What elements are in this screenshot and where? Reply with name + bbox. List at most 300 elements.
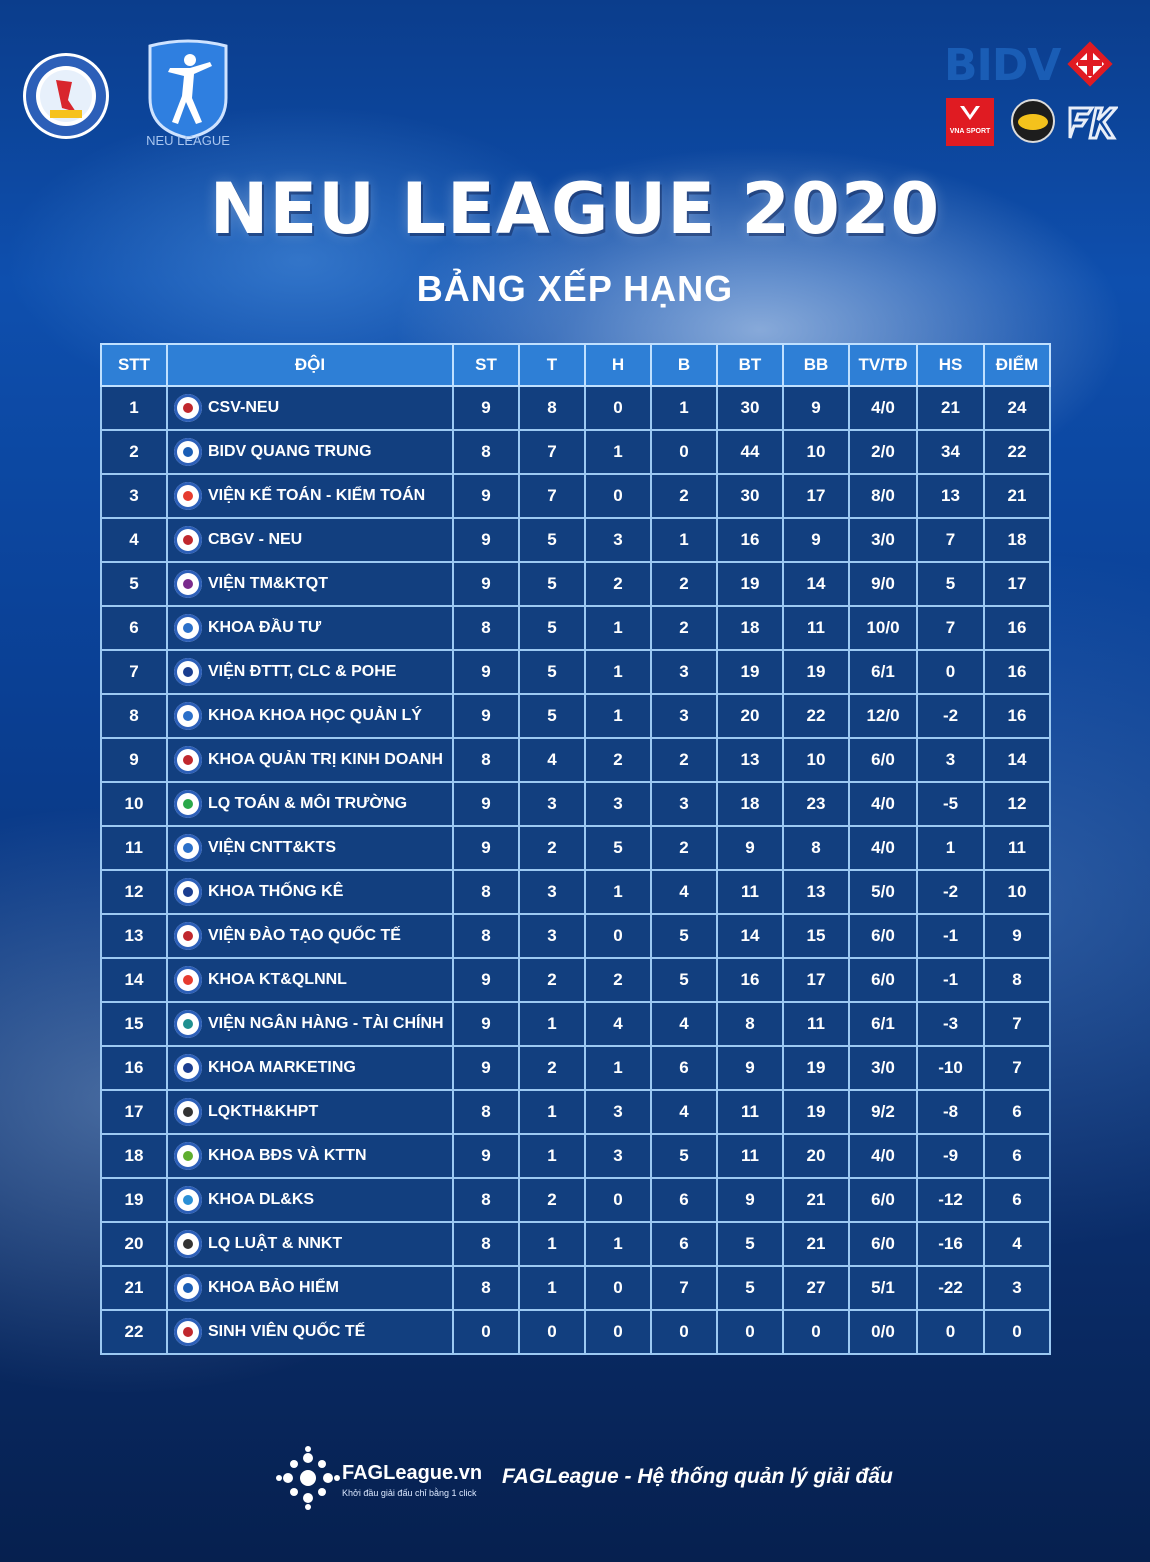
cell-t: 3 <box>519 914 585 958</box>
column-header: B <box>651 344 717 386</box>
team-name: LQ LUẬT & NNKT <box>208 1235 343 1252</box>
team-badge-icon <box>174 1274 202 1302</box>
cell-hs: 0 <box>917 650 984 694</box>
team-name: SINH VIÊN QUỐC TẾ <box>208 1323 366 1340</box>
table-row <box>101 782 1050 826</box>
cell-st: 8 <box>453 606 519 650</box>
cell-diem: 4 <box>984 1222 1050 1266</box>
vna-sport-logo <box>946 98 994 146</box>
cell-st: 8 <box>453 1222 519 1266</box>
table-row <box>101 826 1050 870</box>
cell-bb: 20 <box>783 1134 849 1178</box>
cell-stt: 15 <box>101 1002 167 1046</box>
cell-diem: 10 <box>984 870 1050 914</box>
team-name: VIỆN NGÂN HÀNG - TÀI CHÍNH <box>208 1015 444 1032</box>
cell-bb: 21 <box>783 1222 849 1266</box>
cell-b: 2 <box>651 606 717 650</box>
table-row <box>101 914 1050 958</box>
cell-bt: 16 <box>717 958 783 1002</box>
cell-tvtd: 6/0 <box>849 1222 917 1266</box>
cell-st: 9 <box>453 1046 519 1090</box>
cell-diem: 14 <box>984 738 1050 782</box>
cell-h: 0 <box>585 1310 651 1354</box>
cell-h: 1 <box>585 1046 651 1090</box>
cell-hs: 1 <box>917 826 984 870</box>
cell-hs: -1 <box>917 914 984 958</box>
cell-h: 2 <box>585 562 651 606</box>
cell-bt: 5 <box>717 1266 783 1310</box>
cell-t: 5 <box>519 606 585 650</box>
cell-bb: 19 <box>783 1046 849 1090</box>
bidv-emblem-icon <box>1062 36 1118 92</box>
team-name: BIDV QUANG TRUNG <box>208 443 372 460</box>
cell-diem: 7 <box>984 1046 1050 1090</box>
cell-b: 3 <box>651 782 717 826</box>
cell-stt: 10 <box>101 782 167 826</box>
cell-bt: 11 <box>717 1090 783 1134</box>
column-header: ĐIỂM <box>984 344 1050 386</box>
neu-league-label: NEU LEAGUE <box>146 133 230 148</box>
team-name: LQ TOÁN & MÔI TRƯỜNG <box>208 795 408 812</box>
cell-st: 8 <box>453 430 519 474</box>
cell-st: 0 <box>453 1310 519 1354</box>
cell-b: 0 <box>651 430 717 474</box>
cell-tvtd: 12/0 <box>849 694 917 738</box>
cell-tvtd: 3/0 <box>849 518 917 562</box>
team-name: VIỆN KẾ TOÁN - KIỂM TOÁN <box>208 487 426 504</box>
page-title: NEU LEAGUE 2020 <box>209 168 941 250</box>
cell-tvtd: 6/0 <box>849 958 917 1002</box>
cell-b: 7 <box>651 1266 717 1310</box>
cell-h: 2 <box>585 738 651 782</box>
team-badge-icon <box>174 614 202 642</box>
team-badge-icon <box>174 482 202 510</box>
column-header: BT <box>717 344 783 386</box>
cell-hs: -10 <box>917 1046 984 1090</box>
cell-tvtd: 9/0 <box>849 562 917 606</box>
team-badge-icon <box>174 878 202 906</box>
cell-diem: 21 <box>984 474 1050 518</box>
cell-b: 4 <box>651 870 717 914</box>
cell-t: 3 <box>519 870 585 914</box>
cell-bt: 13 <box>717 738 783 782</box>
cell-t: 1 <box>519 1002 585 1046</box>
team-name: VIỆN ĐÀO TẠO QUỐC TẾ <box>208 927 401 944</box>
cell-b: 5 <box>651 914 717 958</box>
cell-h: 3 <box>585 518 651 562</box>
cell-t: 8 <box>519 386 585 430</box>
team-cell <box>167 518 453 562</box>
cell-stt: 8 <box>101 694 167 738</box>
cell-diem: 3 <box>984 1266 1050 1310</box>
team-badge-icon <box>174 1142 202 1170</box>
cell-bt: 0 <box>717 1310 783 1354</box>
team-name: CBGV - NEU <box>208 531 303 548</box>
cell-bb: 19 <box>783 650 849 694</box>
table-row <box>101 1090 1050 1134</box>
fagleague-logo <box>276 1446 340 1510</box>
team-badge-icon <box>174 438 202 466</box>
cell-t: 4 <box>519 738 585 782</box>
cell-b: 6 <box>651 1178 717 1222</box>
cell-bb: 10 <box>783 738 849 782</box>
cell-t: 1 <box>519 1266 585 1310</box>
team-name: CSV-NEU <box>208 399 280 416</box>
cell-bb: 27 <box>783 1266 849 1310</box>
cell-bt: 18 <box>717 782 783 826</box>
cell-b: 2 <box>651 826 717 870</box>
cell-st: 9 <box>453 826 519 870</box>
cell-stt: 20 <box>101 1222 167 1266</box>
cell-h: 1 <box>585 606 651 650</box>
cell-diem: 12 <box>984 782 1050 826</box>
cell-hs: -1 <box>917 958 984 1002</box>
team-badge-icon <box>174 702 202 730</box>
cell-t: 2 <box>519 1046 585 1090</box>
cell-bt: 11 <box>717 1134 783 1178</box>
team-badge-icon <box>174 658 202 686</box>
team-cell <box>167 1310 453 1354</box>
cell-diem: 18 <box>984 518 1050 562</box>
cell-stt: 6 <box>101 606 167 650</box>
team-cell <box>167 1090 453 1134</box>
team-name: VIỆN ĐTTT, CLC & POHE <box>208 663 397 680</box>
cell-t: 5 <box>519 650 585 694</box>
table-row <box>101 1178 1050 1222</box>
team-cell <box>167 1046 453 1090</box>
cell-hs: 21 <box>917 386 984 430</box>
column-header: HS <box>917 344 984 386</box>
cell-t: 2 <box>519 958 585 1002</box>
cell-t: 0 <box>519 1310 585 1354</box>
cell-b: 2 <box>651 738 717 782</box>
cell-h: 3 <box>585 1090 651 1134</box>
team-cell <box>167 694 453 738</box>
team-name: KHOA MARKETING <box>208 1059 356 1076</box>
team-badge-icon <box>174 570 202 598</box>
cell-h: 0 <box>585 386 651 430</box>
cell-tvtd: 0/0 <box>849 1310 917 1354</box>
team-cell <box>167 782 453 826</box>
cell-diem: 16 <box>984 694 1050 738</box>
cell-h: 2 <box>585 958 651 1002</box>
cell-tvtd: 4/0 <box>849 826 917 870</box>
cell-bb: 11 <box>783 606 849 650</box>
cell-hs: -16 <box>917 1222 984 1266</box>
cell-hs: 7 <box>917 518 984 562</box>
cell-tvtd: 4/0 <box>849 386 917 430</box>
cell-b: 4 <box>651 1090 717 1134</box>
vna-sport-label: VNA SPORT <box>949 128 991 135</box>
cell-tvtd: 6/0 <box>849 738 917 782</box>
cell-bb: 9 <box>783 386 849 430</box>
cell-bt: 20 <box>717 694 783 738</box>
cell-stt: 5 <box>101 562 167 606</box>
cell-diem: 7 <box>984 1002 1050 1046</box>
column-header: ĐỘI <box>167 344 453 386</box>
cell-h: 1 <box>585 430 651 474</box>
cell-bt: 11 <box>717 870 783 914</box>
cell-bb: 10 <box>783 430 849 474</box>
cell-stt: 9 <box>101 738 167 782</box>
team-cell <box>167 430 453 474</box>
cell-stt: 2 <box>101 430 167 474</box>
table-row <box>101 1310 1050 1354</box>
team-badge-icon <box>174 790 202 818</box>
cell-b: 5 <box>651 958 717 1002</box>
cell-h: 3 <box>585 1134 651 1178</box>
cell-bb: 17 <box>783 958 849 1002</box>
cell-hs: 13 <box>917 474 984 518</box>
table-row <box>101 1002 1050 1046</box>
table-row <box>101 738 1050 782</box>
team-name: KHOA ĐẦU TƯ <box>208 619 322 636</box>
cell-hs: -12 <box>917 1178 984 1222</box>
team-cell <box>167 826 453 870</box>
cell-bb: 15 <box>783 914 849 958</box>
cell-bt: 19 <box>717 562 783 606</box>
team-name: KHOA KHOA HỌC QUẢN LÝ <box>208 707 422 724</box>
cell-tvtd: 10/0 <box>849 606 917 650</box>
team-name: KHOA DL&KS <box>208 1191 315 1208</box>
team-badge-icon <box>174 1010 202 1038</box>
table-row <box>101 1266 1050 1310</box>
team-cell <box>167 1266 453 1310</box>
table-row <box>101 1046 1050 1090</box>
cell-bt: 30 <box>717 474 783 518</box>
column-header: ST <box>453 344 519 386</box>
cell-b: 3 <box>651 650 717 694</box>
cell-hs: -2 <box>917 694 984 738</box>
cell-bt: 9 <box>717 1046 783 1090</box>
cell-bb: 0 <box>783 1310 849 1354</box>
cell-bt: 44 <box>717 430 783 474</box>
cell-bb: 17 <box>783 474 849 518</box>
cell-diem: 24 <box>984 386 1050 430</box>
column-header: STT <box>101 344 167 386</box>
page-subtitle: BẢNG XẾP HẠNG <box>416 268 734 309</box>
team-cell <box>167 562 453 606</box>
cell-hs: -8 <box>917 1090 984 1134</box>
cell-st: 9 <box>453 782 519 826</box>
column-header: T <box>519 344 585 386</box>
cell-hs: 3 <box>917 738 984 782</box>
cell-t: 2 <box>519 826 585 870</box>
cell-st: 9 <box>453 650 519 694</box>
cell-diem: 11 <box>984 826 1050 870</box>
cell-t: 7 <box>519 474 585 518</box>
team-cell <box>167 870 453 914</box>
cell-stt: 14 <box>101 958 167 1002</box>
neu-seal-logo <box>22 52 110 140</box>
cell-diem: 6 <box>984 1134 1050 1178</box>
cell-hs: -2 <box>917 870 984 914</box>
team-name: KHOA QUẢN TRỊ KINH DOANH <box>208 751 443 768</box>
cell-tvtd: 6/0 <box>849 914 917 958</box>
bidv-logo: BIDV <box>944 40 1061 91</box>
team-badge-icon <box>174 966 202 994</box>
cell-tvtd: 3/0 <box>849 1046 917 1090</box>
team-cell <box>167 958 453 1002</box>
cell-tvtd: 6/0 <box>849 1178 917 1222</box>
cell-st: 9 <box>453 958 519 1002</box>
cell-t: 5 <box>519 518 585 562</box>
cell-hs: 0 <box>917 1310 984 1354</box>
footer-text: FAGLeague - Hệ thống quản lý giải đấu <box>502 1465 893 1488</box>
cell-tvtd: 6/1 <box>849 650 917 694</box>
cell-hs: 7 <box>917 606 984 650</box>
team-badge-icon <box>174 526 202 554</box>
cell-tvtd: 9/2 <box>849 1090 917 1134</box>
table-row <box>101 474 1050 518</box>
team-badge-icon <box>174 834 202 862</box>
cell-b: 6 <box>651 1046 717 1090</box>
team-name: KHOA THỐNG KÊ <box>208 883 344 900</box>
team-name: VIỆN TM&KTQT <box>208 575 328 592</box>
table-row <box>101 606 1050 650</box>
cell-stt: 22 <box>101 1310 167 1354</box>
cell-tvtd: 6/1 <box>849 1002 917 1046</box>
cell-diem: 9 <box>984 914 1050 958</box>
standings-table <box>100 343 1051 1355</box>
cell-bt: 14 <box>717 914 783 958</box>
team-cell <box>167 1222 453 1266</box>
cell-b: 3 <box>651 694 717 738</box>
table-row <box>101 650 1050 694</box>
team-name: KHOA KT&QLNNL <box>208 971 347 988</box>
cell-st: 8 <box>453 738 519 782</box>
team-cell <box>167 1134 453 1178</box>
team-badge-icon <box>174 1054 202 1082</box>
cell-h: 0 <box>585 1178 651 1222</box>
cell-stt: 16 <box>101 1046 167 1090</box>
cell-b: 2 <box>651 474 717 518</box>
team-badge-icon <box>174 1318 202 1346</box>
cell-tvtd: 5/1 <box>849 1266 917 1310</box>
cell-t: 5 <box>519 694 585 738</box>
cell-st: 8 <box>453 1266 519 1310</box>
cell-bt: 8 <box>717 1002 783 1046</box>
team-cell <box>167 1178 453 1222</box>
cell-st: 9 <box>453 518 519 562</box>
column-header: TV/TĐ <box>849 344 917 386</box>
cell-bb: 22 <box>783 694 849 738</box>
team-badge-icon <box>174 746 202 774</box>
cell-stt: 21 <box>101 1266 167 1310</box>
cell-st: 9 <box>453 1134 519 1178</box>
cell-b: 1 <box>651 518 717 562</box>
table-row <box>101 518 1050 562</box>
cell-b: 4 <box>651 1002 717 1046</box>
team-badge-icon <box>174 922 202 950</box>
table-row <box>101 1134 1050 1178</box>
cell-stt: 11 <box>101 826 167 870</box>
team-name: KHOA BẢO HIỂM <box>208 1279 339 1296</box>
cell-stt: 3 <box>101 474 167 518</box>
column-header: BB <box>783 344 849 386</box>
cell-bt: 19 <box>717 650 783 694</box>
cell-h: 0 <box>585 1266 651 1310</box>
cell-t: 5 <box>519 562 585 606</box>
cell-bb: 8 <box>783 826 849 870</box>
table-row <box>101 958 1050 1002</box>
cell-tvtd: 4/0 <box>849 1134 917 1178</box>
team-badge-icon <box>174 1230 202 1258</box>
table-header-row <box>101 344 1050 386</box>
cell-bb: 9 <box>783 518 849 562</box>
cell-stt: 18 <box>101 1134 167 1178</box>
team-badge-icon <box>174 394 202 422</box>
cell-st: 9 <box>453 1002 519 1046</box>
cell-st: 8 <box>453 1090 519 1134</box>
cell-stt: 17 <box>101 1090 167 1134</box>
table-row <box>101 870 1050 914</box>
cell-diem: 6 <box>984 1090 1050 1134</box>
cell-b: 5 <box>651 1134 717 1178</box>
cell-hs: -9 <box>917 1134 984 1178</box>
cell-hs: -22 <box>917 1266 984 1310</box>
footer-brand: FAGLeague.vn <box>342 1462 483 1484</box>
cell-diem: 8 <box>984 958 1050 1002</box>
cell-stt: 7 <box>101 650 167 694</box>
team-cell <box>167 914 453 958</box>
cell-tvtd: 8/0 <box>849 474 917 518</box>
team-name: VIỆN CNTT&KTS <box>208 839 336 856</box>
team-cell <box>167 738 453 782</box>
cell-t: 1 <box>519 1222 585 1266</box>
cell-h: 1 <box>585 1222 651 1266</box>
cell-t: 1 <box>519 1134 585 1178</box>
cell-tvtd: 5/0 <box>849 870 917 914</box>
cell-bt: 5 <box>717 1222 783 1266</box>
cell-hs: -5 <box>917 782 984 826</box>
footer-tagline: Khởi đầu giải đấu chỉ bằng 1 click <box>342 1488 477 1498</box>
cell-h: 1 <box>585 694 651 738</box>
cell-bb: 21 <box>783 1178 849 1222</box>
cell-diem: 16 <box>984 650 1050 694</box>
column-header: H <box>585 344 651 386</box>
cell-h: 4 <box>585 1002 651 1046</box>
team-cell <box>167 386 453 430</box>
table-row <box>101 694 1050 738</box>
cell-st: 8 <box>453 1178 519 1222</box>
cell-t: 3 <box>519 782 585 826</box>
table-row <box>101 386 1050 430</box>
cell-tvtd: 2/0 <box>849 430 917 474</box>
cell-h: 0 <box>585 914 651 958</box>
cell-h: 3 <box>585 782 651 826</box>
table-row <box>101 1222 1050 1266</box>
cell-b: 0 <box>651 1310 717 1354</box>
cell-bt: 9 <box>717 826 783 870</box>
cell-bb: 14 <box>783 562 849 606</box>
cell-st: 9 <box>453 562 519 606</box>
cell-st: 9 <box>453 386 519 430</box>
team-name: KHOA BĐS VÀ KTTN <box>208 1147 367 1164</box>
cell-st: 8 <box>453 914 519 958</box>
cell-st: 9 <box>453 694 519 738</box>
cell-t: 2 <box>519 1178 585 1222</box>
cell-bb: 23 <box>783 782 849 826</box>
table-row <box>101 562 1050 606</box>
cell-bt: 30 <box>717 386 783 430</box>
cell-bt: 18 <box>717 606 783 650</box>
cell-h: 5 <box>585 826 651 870</box>
cell-bb: 11 <box>783 1002 849 1046</box>
cell-stt: 13 <box>101 914 167 958</box>
cell-bb: 19 <box>783 1090 849 1134</box>
fk-sponsor-logo <box>1066 104 1118 140</box>
